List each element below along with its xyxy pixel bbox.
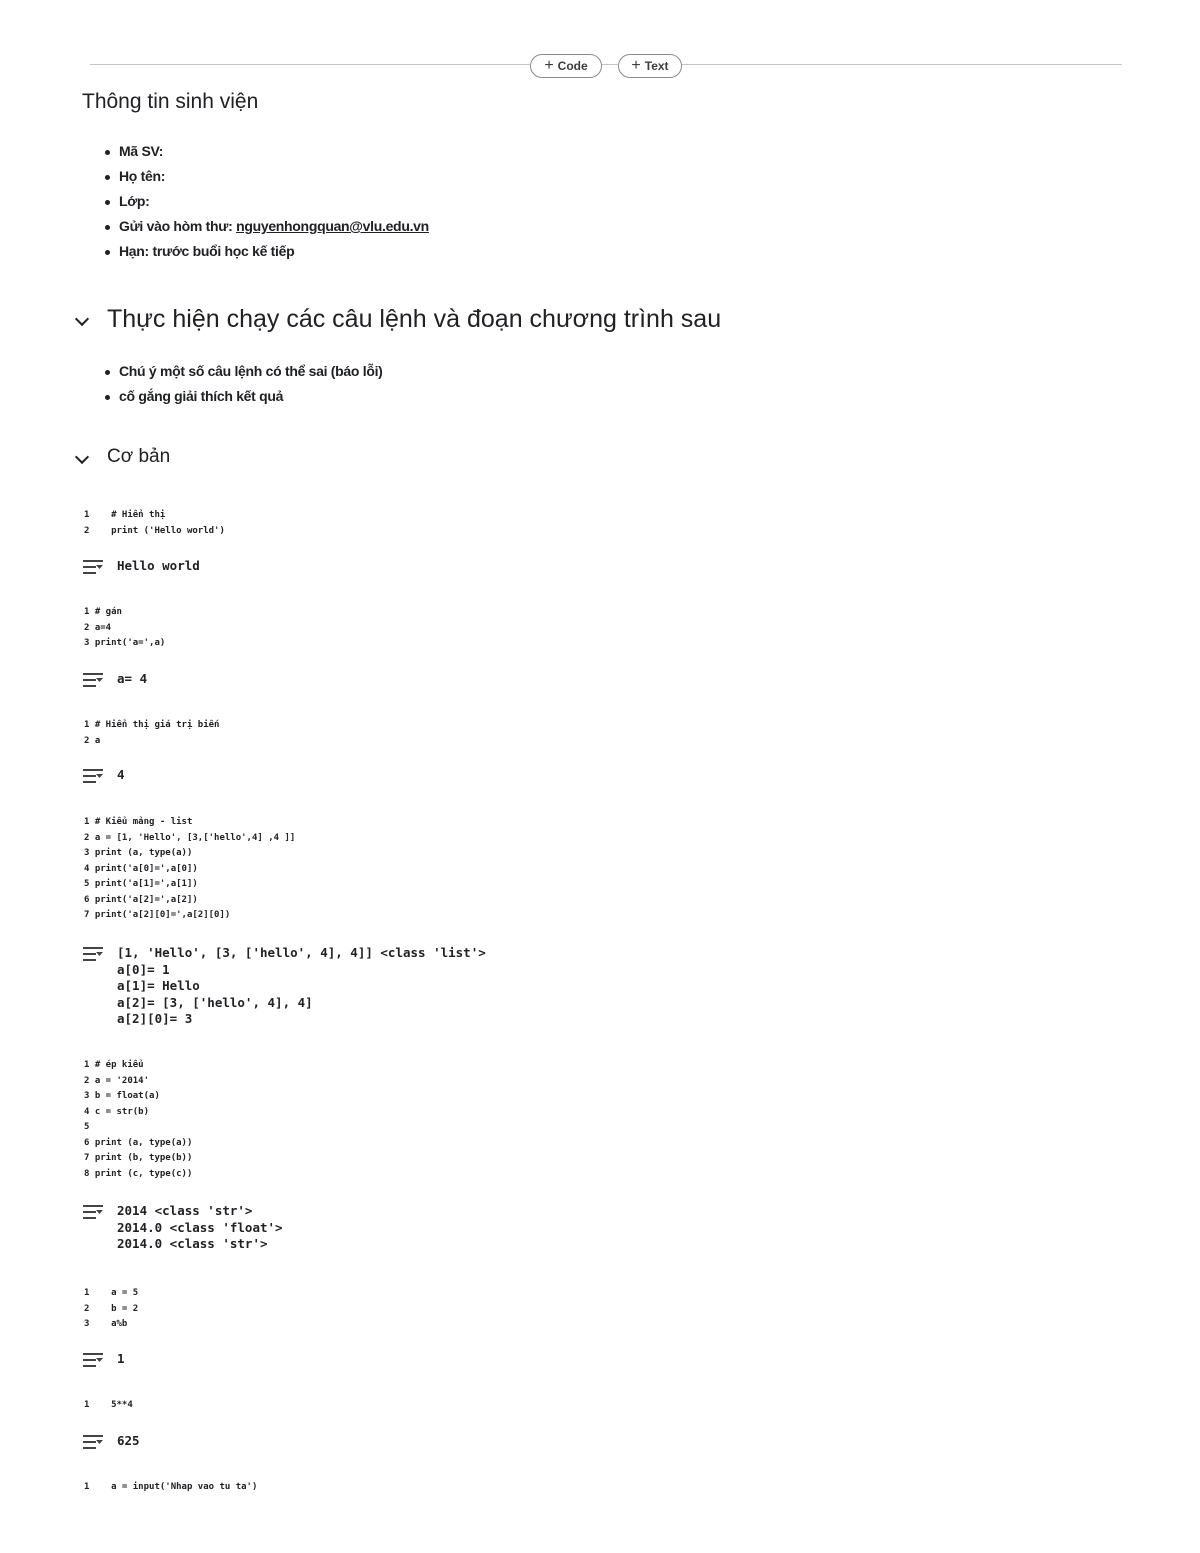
output-toggle-icon[interactable] [82,558,104,576]
list-item: Mã SV: [119,143,429,168]
cell-output: Hello world [117,558,200,573]
cell-output: 2014 <class 'str'> 2014.0 <class 'float'> 2014.0 <class 'str'> [117,1203,283,1251]
subsection-heading: Cơ bản [107,446,171,467]
list-item: cố gắng giải thích kết quả [119,388,383,413]
plus-icon: + [631,57,641,74]
cell-output: a= 4 [117,671,148,686]
section-heading: Thực hiện chạy các câu lệnh và đoạn chương trình sau [107,305,722,333]
code-cell[interactable]: 1 # Hiển thị giá trị biến 2 a [84,720,220,746]
add-code-label: Code [557,59,588,73]
output-lines-icon [82,767,104,785]
code-cell[interactable]: 1 # Hiển thị 2 print ('Hello world') [84,510,225,536]
list-item: Hạn: trước buổi học kế tiếp [119,243,429,268]
output-toggle-icon[interactable] [82,1433,104,1451]
list-item: Chú ý một số câu lệnh có thể sai (báo lỗi) [119,363,383,388]
output-lines-icon [82,1433,104,1451]
plus-icon: + [544,57,554,74]
cell-divider-left [90,64,530,65]
student-info-heading: Thông tin sinh viện [82,90,259,113]
list-item: Họ tên: [119,168,429,193]
list-item: Lớp: [119,193,429,218]
cell-output: 1 [117,1351,125,1366]
list-item: Gửi vào hòm thư: nguyenhongquan@vlu.edu.vn [119,218,429,243]
code-cell[interactable]: 1 a = input('Nhap vao tu ta') [84,1482,258,1492]
output-lines-icon [82,1203,104,1221]
output-lines-icon [82,558,104,576]
email-link[interactable]: nguyenhongquan@vlu.edu.vn [236,218,429,234]
add-text-button[interactable] [618,54,682,78]
output-toggle-icon[interactable] [82,767,104,785]
output-lines-icon [82,1351,104,1369]
cell-divider-middle [602,64,618,65]
output-toggle-icon[interactable] [82,1351,104,1369]
output-toggle-icon[interactable] [82,945,104,963]
cell-output: 4 [117,767,125,782]
chevron-down-icon [75,450,89,464]
add-code-button[interactable] [530,54,602,78]
output-toggle-icon[interactable] [82,671,104,689]
cell-divider-right [682,64,1122,65]
cell-output: 625 [117,1433,140,1448]
section-collapse-toggle[interactable] [77,311,87,329]
code-cell[interactable]: 1 # gán 2 a=4 3 print('a=',a) [84,607,166,648]
code-cell[interactable]: 1 # Kiểu mảng - list 2 a = [1, 'Hello', [3,['hello',4] ,4 ]] 3 print (a, type(a)) 4 print('a[0]=',a[0]) 5 print('a[1]=',a[1]) 6 print('a[2]=',a[2]) 7 print('a[2][0]=',a[2][0]) [84,817,296,920]
chevron-down-icon [75,312,89,326]
subsection-collapse-toggle[interactable] [77,449,87,467]
student-info-list [119,143,429,268]
output-lines-icon [82,945,104,963]
section-notes-list [119,363,383,413]
code-cell[interactable]: 1 a = 5 2 b = 2 3 a%b [84,1288,139,1329]
output-lines-icon [82,671,104,689]
code-cell[interactable]: 1 5**4 [84,1400,133,1410]
cell-output: [1, 'Hello', [3, ['hello', 4], 4]] <class 'list'> a[0]= 1 a[1]= Hello a[2]= [3, ['hello', 4], 4] a[2][0]= 3 [117,945,486,1026]
code-cell[interactable]: 1 # ép kiểu 2 a = '2014' 3 b = float(a) 4 c = str(b) 5 6 print (a, type(a)) 7 print (b, type(b)) 8 print (c, type(c)) [84,1060,193,1179]
output-toggle-icon[interactable] [82,1203,104,1221]
add-text-label: Text [644,59,669,73]
